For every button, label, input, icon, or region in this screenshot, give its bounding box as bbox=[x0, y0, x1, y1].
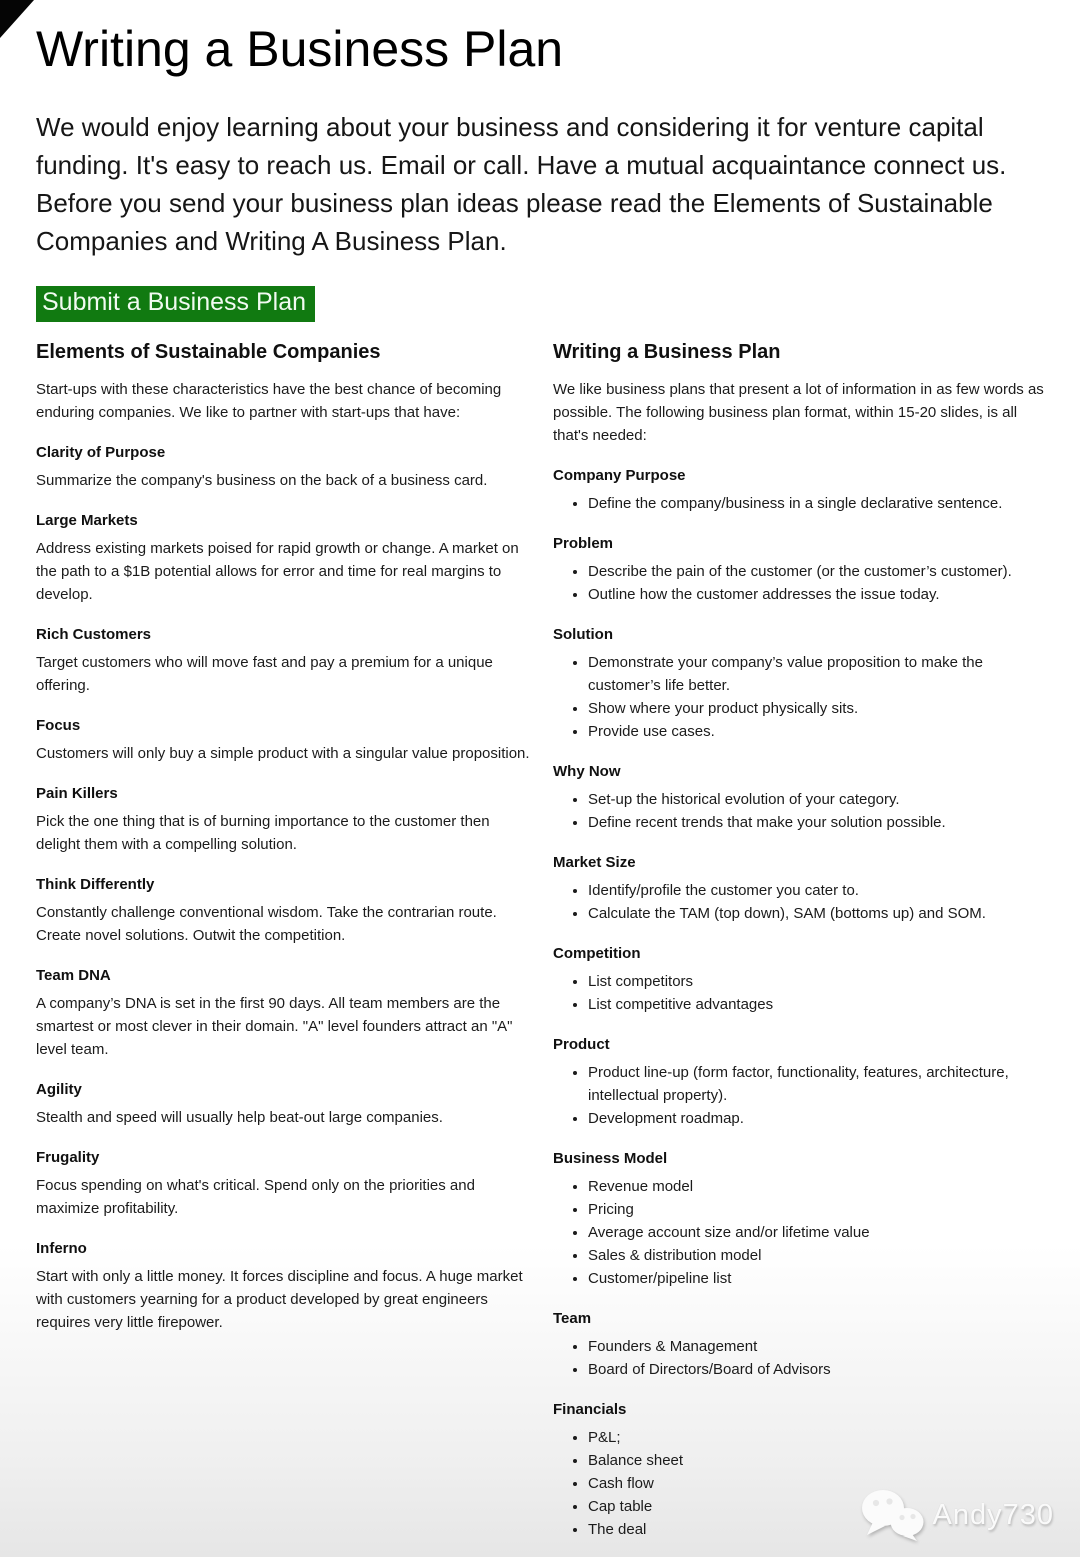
section-body: Constantly challenge conventional wisdom. Take the contrarian route. Create novel solutions. Outwit the competition. bbox=[36, 903, 497, 944]
section-title: Frugality bbox=[36, 1148, 100, 1166]
bullet-item: • Founders & Management bbox=[588, 1335, 1050, 1358]
section-title: Product bbox=[553, 1035, 610, 1053]
section-title: Clarity of Purpose bbox=[36, 443, 166, 461]
section-body: Stealth and speed will usually help beat-out large companies. bbox=[36, 1108, 443, 1126]
section-title: Company Purpose bbox=[553, 466, 686, 484]
section-bullets bbox=[553, 1061, 1050, 1130]
bullet-item: • Outline how the customer addresses the issue today. bbox=[588, 583, 1050, 606]
section-body: Start with only a little money. It forces discipline and focus. A huge market with customers yearning for a product developed by great engineers requires very little firepower. bbox=[36, 1267, 523, 1331]
bullet-item: • Set-up the historical evolution of your category. bbox=[588, 788, 1050, 811]
right-section bbox=[553, 623, 1050, 743]
wechat-icon bbox=[859, 1489, 925, 1541]
bullet-item: • Customer/pipeline list bbox=[588, 1267, 1050, 1290]
right-column bbox=[553, 340, 1050, 1541]
right-section bbox=[553, 1033, 1050, 1130]
section-bullets bbox=[553, 560, 1050, 606]
right-section bbox=[553, 942, 1050, 1016]
section-title: Inferno bbox=[36, 1239, 87, 1257]
bullet-item: • Describe the pain of the customer (or the customer’s customer). bbox=[588, 560, 1050, 583]
bullet-item: • Pricing bbox=[588, 1198, 1050, 1221]
bullet-item: • Board of Directors/Board of Advisors bbox=[588, 1358, 1050, 1381]
section-title: Team bbox=[553, 1309, 592, 1327]
section-bullets bbox=[553, 492, 1050, 515]
left-section bbox=[36, 441, 533, 492]
bullet-item: • P&L; bbox=[588, 1426, 1050, 1449]
left-section bbox=[36, 1146, 533, 1220]
left-section bbox=[36, 1078, 533, 1129]
section-title: Financials bbox=[553, 1400, 627, 1418]
bullet-item: • Show where your product physically sits. bbox=[588, 697, 1050, 720]
left-column-sections bbox=[36, 441, 533, 1334]
bullet-item: • Average account size and/or lifetime value bbox=[588, 1221, 1050, 1244]
section-body: Customers will only buy a simple product with a singular value proposition. bbox=[36, 744, 530, 762]
intro-paragraph: We would enjoy learning about your business and considering it for venture capital funding. It's easy to reach us. Email or call. Have a mutual acquaintance connect us. Before you send your business plan ideas please read the Elements of Sustainable Companies and Writing A Business Plan. bbox=[36, 112, 1007, 256]
submit-business-plan-button[interactable]: Submit a Business Plan bbox=[36, 286, 315, 322]
right-column-sections bbox=[553, 464, 1050, 1541]
section-title: Team DNA bbox=[36, 966, 111, 984]
section-body: Pick the one thing that is of burning importance to the customer then delight them with a compelling solution. bbox=[36, 812, 490, 853]
bullet-item: • List competitors bbox=[588, 970, 1050, 993]
bullet-item: • Balance sheet bbox=[588, 1449, 1050, 1472]
left-section bbox=[36, 964, 533, 1061]
bullet-item: • Define recent trends that make your solution possible. bbox=[588, 811, 1050, 834]
right-column-intro: We like business plans that present a lot of information in as few words as possible. The following business plan format, within 15-20 slides, is all that's needed: bbox=[553, 380, 1044, 444]
section-title: Think Differently bbox=[36, 875, 155, 893]
section-title: Problem bbox=[553, 534, 614, 552]
section-body: Address existing markets poised for rapid growth or change. A market on the path to a $1B potential allows for error and time for real margins to develop. bbox=[36, 539, 519, 603]
bullet-item: • Cap table bbox=[588, 1495, 1050, 1518]
bullet-item: • Define the company/business in a single declarative sentence. bbox=[588, 492, 1050, 515]
bullet-item: • Product line-up (form factor, functionality, features, architecture, intellectual property). bbox=[588, 1061, 1050, 1107]
left-section bbox=[36, 714, 533, 765]
right-section bbox=[553, 464, 1050, 515]
bullet-item: • Identify/profile the customer you cater to. bbox=[588, 879, 1050, 902]
right-section bbox=[553, 760, 1050, 834]
section-title: Business Model bbox=[553, 1149, 668, 1167]
section-body: Summarize the company's business on the back of a business card. bbox=[36, 471, 488, 489]
left-column-intro: Start-ups with these characteristics have the best chance of becoming enduring companies. We like to partner with start-ups that have: bbox=[36, 380, 502, 421]
section-body: Target customers who will move fast and pay a premium for a unique offering. bbox=[36, 653, 493, 694]
bullet-item: • The deal bbox=[588, 1518, 1050, 1541]
left-section bbox=[36, 509, 533, 606]
watermark bbox=[859, 1489, 1055, 1541]
section-body: A company’s DNA is set in the first 90 days. All team members are the smartest or most clever in their domain. "A" level founders attract an "A" level team. bbox=[36, 994, 513, 1058]
left-column bbox=[36, 340, 533, 1541]
bullet-item: • Revenue model bbox=[588, 1175, 1050, 1198]
section-title: Pain Killers bbox=[36, 784, 118, 802]
left-column-heading: Elements of Sustainable Companies bbox=[36, 340, 381, 363]
section-bullets bbox=[553, 970, 1050, 1016]
section-title: Large Markets bbox=[36, 511, 138, 529]
section-title: Agility bbox=[36, 1080, 82, 1098]
bullet-item: • Sales & distribution model bbox=[588, 1244, 1050, 1267]
page-title: Writing a Business Plan bbox=[36, 21, 564, 77]
left-section bbox=[36, 623, 533, 697]
left-section bbox=[36, 873, 533, 947]
section-title: Market Size bbox=[553, 853, 636, 871]
section-title: Rich Customers bbox=[36, 625, 152, 643]
bullet-item: • List competitive advantages bbox=[588, 993, 1050, 1016]
bullet-item: • Cash flow bbox=[588, 1472, 1050, 1495]
section-bullets bbox=[553, 651, 1050, 743]
right-section bbox=[553, 1147, 1050, 1290]
left-section bbox=[36, 1237, 533, 1334]
section-title: Focus bbox=[36, 716, 81, 734]
bullet-item: • Demonstrate your company’s value proposition to make the customer’s life better. bbox=[588, 651, 1050, 697]
section-bullets bbox=[553, 1175, 1050, 1290]
section-title: Solution bbox=[553, 625, 613, 643]
bullet-item: • Provide use cases. bbox=[588, 720, 1050, 743]
right-column-heading: Writing a Business Plan bbox=[553, 340, 781, 363]
section-body: Focus spending on what's critical. Spend only on the priorities and maximize profitability. bbox=[36, 1176, 475, 1217]
left-section bbox=[36, 782, 533, 856]
section-title: Why Now bbox=[553, 762, 621, 780]
two-column-layout bbox=[36, 340, 1050, 1541]
right-section bbox=[553, 851, 1050, 925]
section-bullets bbox=[553, 788, 1050, 834]
bullet-item: • Calculate the TAM (top down), SAM (bottoms up) and SOM. bbox=[588, 902, 1050, 925]
right-section bbox=[553, 532, 1050, 606]
bullet-item: • Development roadmap. bbox=[588, 1107, 1050, 1130]
watermark-text: Andy730 bbox=[932, 1498, 1054, 1531]
section-bullets bbox=[553, 879, 1050, 925]
section-title: Competition bbox=[553, 944, 641, 962]
right-section bbox=[553, 1307, 1050, 1381]
section-bullets bbox=[553, 1335, 1050, 1381]
